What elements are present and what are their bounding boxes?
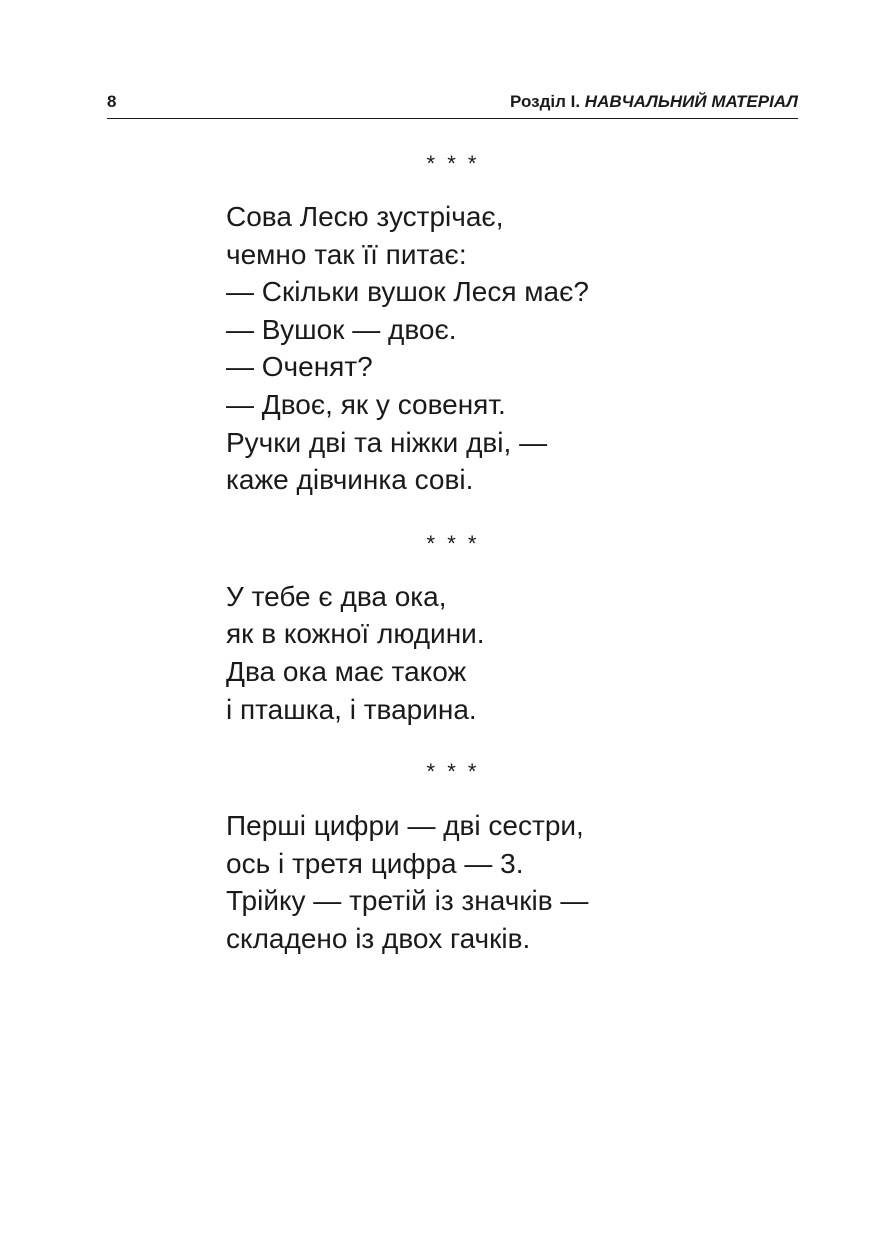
stanza-separator: * * * — [426, 759, 480, 785]
poem-stanza — [226, 578, 746, 728]
poem-line: — Скільки вушок Леся має? — [226, 276, 589, 308]
poem-line: складено із двох гачків. — [226, 922, 531, 954]
poem-line: Трійку — третій із значків — — [226, 885, 589, 917]
page-number: 8 — [107, 92, 117, 111]
poem-line: Два ока має також — [226, 655, 467, 687]
header-rule — [107, 118, 798, 119]
poem-line: — Вушок — двоє. — [226, 313, 457, 345]
poem-line: — Оченят? — [226, 351, 373, 383]
stanza-separator: * * * — [426, 151, 480, 176]
poem-body — [226, 146, 746, 958]
poem-line: Перші цифри — дві сестри, — [226, 810, 584, 842]
poem-stanza — [226, 807, 746, 957]
poem-line: каже дівчинка сові. — [226, 464, 474, 496]
stanza-separator: * * * — [426, 530, 480, 556]
poem-stanza — [226, 198, 746, 499]
poem-line: чемно так її питає: — [226, 238, 467, 270]
page-header — [107, 90, 798, 114]
poem-line: Ручки дві та ніжки дві, — — [226, 426, 548, 458]
poem-line: ось і третя цифра — 3. — [226, 847, 524, 879]
section-name: НАВЧАЛЬНИЙ МАТЕРІАЛ — [584, 92, 798, 111]
poem-line: Сова Лесю зустрічає, — [226, 201, 504, 232]
poem-line: У тебе є два ока, — [226, 580, 447, 612]
running-head — [510, 92, 798, 112]
poem-line: і пташка, і тварина. — [226, 693, 477, 725]
section-label: Розділ І. — [510, 92, 581, 111]
poem-line: як в кожної людини. — [226, 618, 485, 650]
poem-line: — Двоє, як у совенят. — [226, 388, 506, 420]
